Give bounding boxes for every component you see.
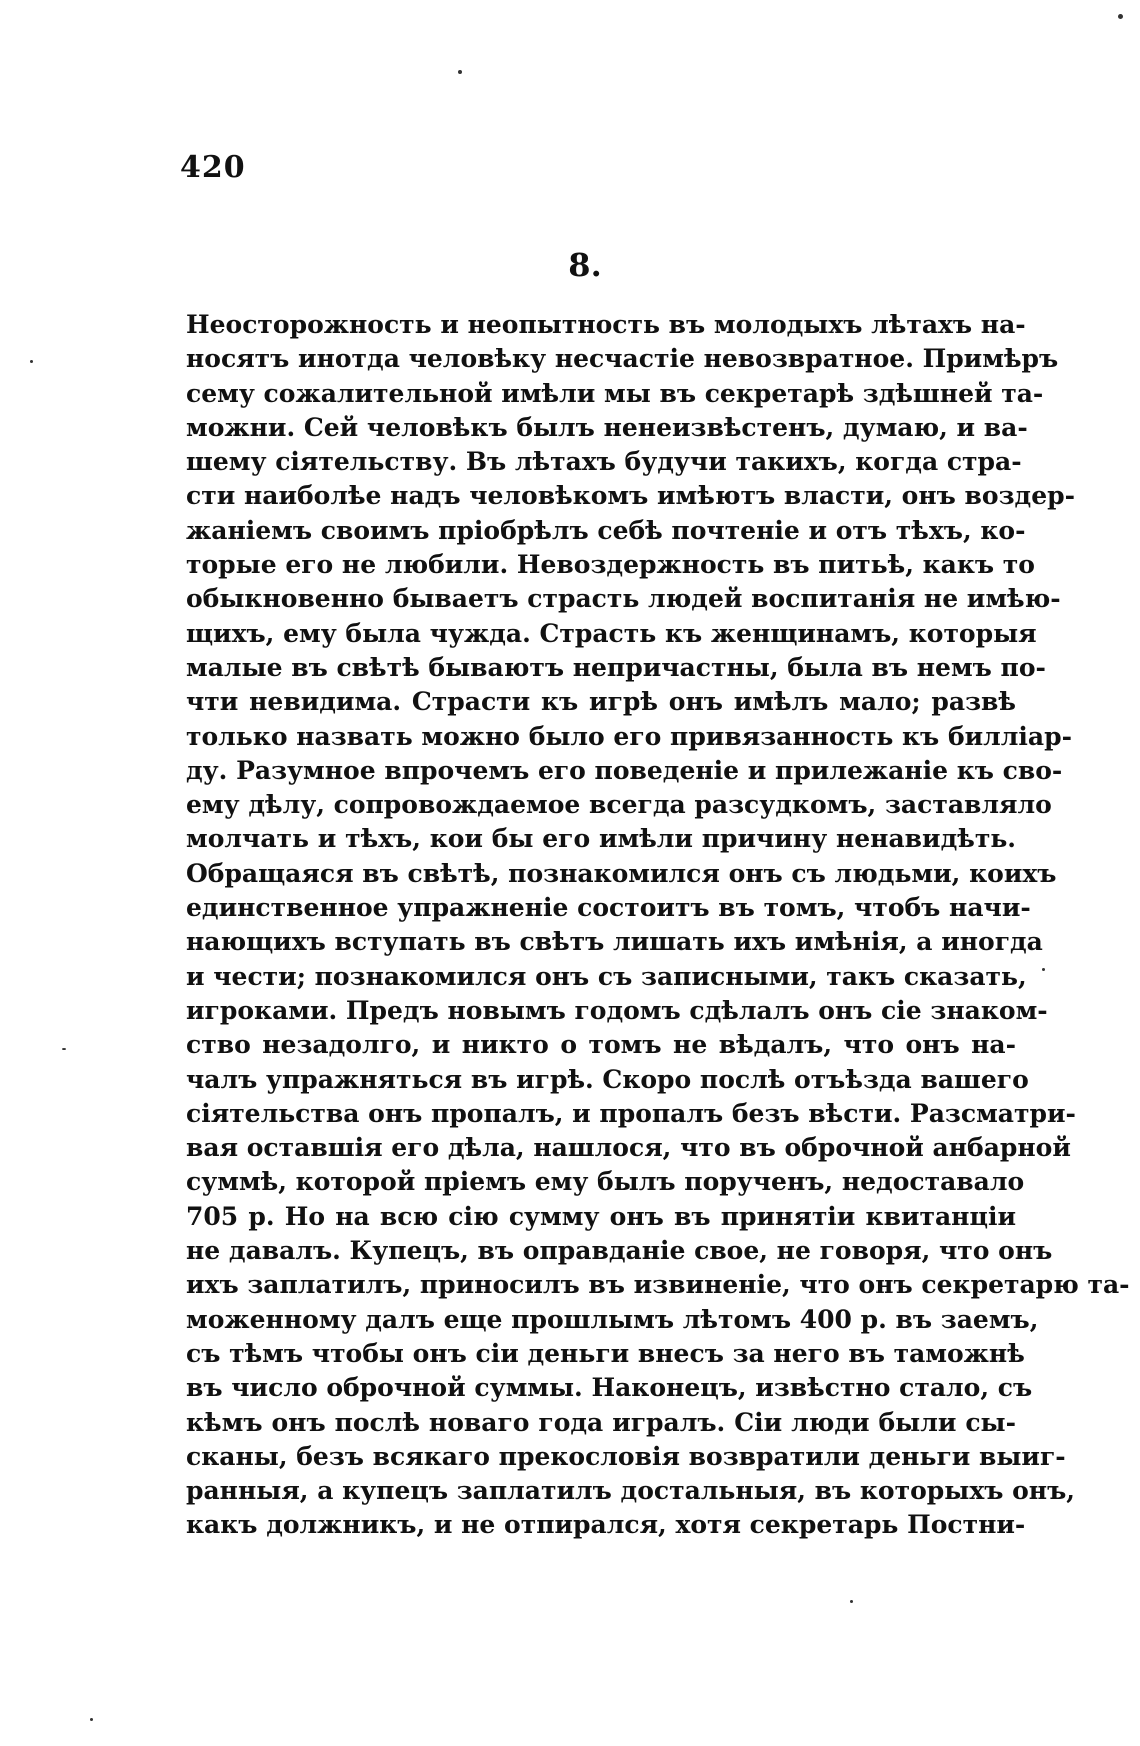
scan-speck — [458, 70, 462, 74]
text-line: можни. Сей человѣкъ былъ ненеизвѣстенъ, думаю, и ва- — [186, 412, 1028, 442]
text-line: сіятельства онъ пропалъ, и пропалъ безъ вѣсти. Разсматри- — [186, 1098, 1076, 1128]
text-line: щихъ, ему была чужда. Страсть къ женщинамъ, которыя — [186, 618, 1037, 648]
text-line: ранныя, а купецъ заплатилъ достальныя, въ которыхъ онъ, — [186, 1476, 1075, 1506]
scan-speck — [30, 360, 33, 363]
text-line: сему сожалительной имѣли мы въ секретарѣ здѣшней та- — [186, 378, 1044, 408]
text-line: въ число оброчной суммы. Наконецъ, извѣстно стало, съ — [186, 1373, 1033, 1403]
section-heading: 8. — [568, 246, 602, 284]
text-line: малые въ свѣтѣ бываютъ непричастны, была въ немъ по- — [186, 652, 1046, 682]
page-number: 420 — [180, 150, 246, 185]
text-line: молчать и тѣхъ, кои бы его имѣли причину ненавидѣть. — [186, 824, 1016, 854]
text-line: сканы, безъ всякаго прекословія возвратили деньги выиг- — [186, 1441, 1066, 1471]
text-line: шему сіятельству. Въ лѣтахъ будучи такихъ, когда стра- — [186, 447, 1022, 477]
scan-speck — [90, 1718, 93, 1721]
text-line: суммѣ, которой пріемъ ему былъ порученъ, недоставало — [186, 1167, 1025, 1197]
text-line: кѣмъ онъ послѣ новаго года игралъ. Сіи люди были сы- — [186, 1407, 1016, 1437]
scan-speck — [1118, 14, 1123, 19]
text-line: ство незадолго, и никто о томъ не вѣдалъ, что онъ на- — [186, 1030, 1016, 1060]
text-line: только назвать можно было его привязанность къ билліар- — [186, 721, 1072, 751]
text-line: обыкновенно бываетъ страсть людей воспитанія не имѣю- — [186, 584, 1061, 614]
text-line: ихъ заплатилъ, приносилъ въ извиненіе, что онъ секретарю та- — [186, 1270, 1130, 1300]
text-line: съ тѣмъ чтобы онъ сіи деньги внесъ за него въ таможнѣ — [186, 1338, 1025, 1368]
text-line: жаніемъ своимъ пріобрѣлъ себѣ почтеніе и отъ тѣхъ, ко- — [186, 515, 1026, 545]
text-line: носятъ инотда человѣку несчастіе невозвратное. Примѣръ — [186, 344, 1059, 374]
text-line: Неосторожность и неопытность въ молодыхъ лѣтахъ на- — [186, 310, 1026, 339]
text-line: вая оставшія его дѣла, нашлося, что въ оброчной анбарной — [186, 1133, 1071, 1163]
scan-speck — [850, 1600, 853, 1603]
text-line: и чести; познакомился онъ съ записными, такъ сказать, — [186, 961, 1027, 991]
text-line: единственное упражненіе состоитъ въ томъ, чтобъ начи- — [186, 893, 1031, 923]
scan-speck — [1042, 968, 1045, 971]
text-line: ему дѣлу, сопровождаемое всегда разсудкомъ, заставляло — [186, 790, 1052, 820]
text-line: сти наиболѣе надъ человѣкомъ имѣютъ власти, онъ воздер- — [186, 481, 1075, 511]
text-line: ду. Разумное впрочемъ его поведеніе и прилежаніе къ сво- — [186, 755, 1063, 785]
text-line: 705 р. Но на всю сію сумму онъ въ принятіи квитанціи — [186, 1201, 1016, 1231]
text-line: чалъ упражняться въ игрѣ. Скоро послѣ отъѣзда вашего — [186, 1064, 1029, 1094]
text-line: нающихъ вступать въ свѣтъ лишать ихъ имѣнія, а иногда — [186, 927, 1043, 957]
text-line: торые его не любили. Невоздержность въ питьѣ, какъ то — [186, 550, 1035, 580]
text-line: какъ должникъ, и не отпирался, хотя секретарь Постни- — [186, 1510, 1026, 1540]
body-paragraph — [186, 308, 1130, 1543]
text-line: не давалъ. Купецъ, въ оправданіе свое, не говоря, что онъ — [186, 1236, 1053, 1266]
text-line: чти невидима. Страсти къ игрѣ онъ имѣлъ мало; развѣ — [186, 687, 1016, 717]
text-line: игроками. Предъ новымъ годомъ сдѣлалъ онъ сіе знаком- — [186, 995, 1048, 1025]
text-line: Обращаяся въ свѣтѣ, познакомился онъ съ людьми, коихъ — [186, 858, 1057, 888]
scan-speck — [62, 1048, 66, 1050]
text-line: моженному далъ еще прошлымъ лѣтомъ 400 р. въ заемъ, — [186, 1304, 1039, 1334]
